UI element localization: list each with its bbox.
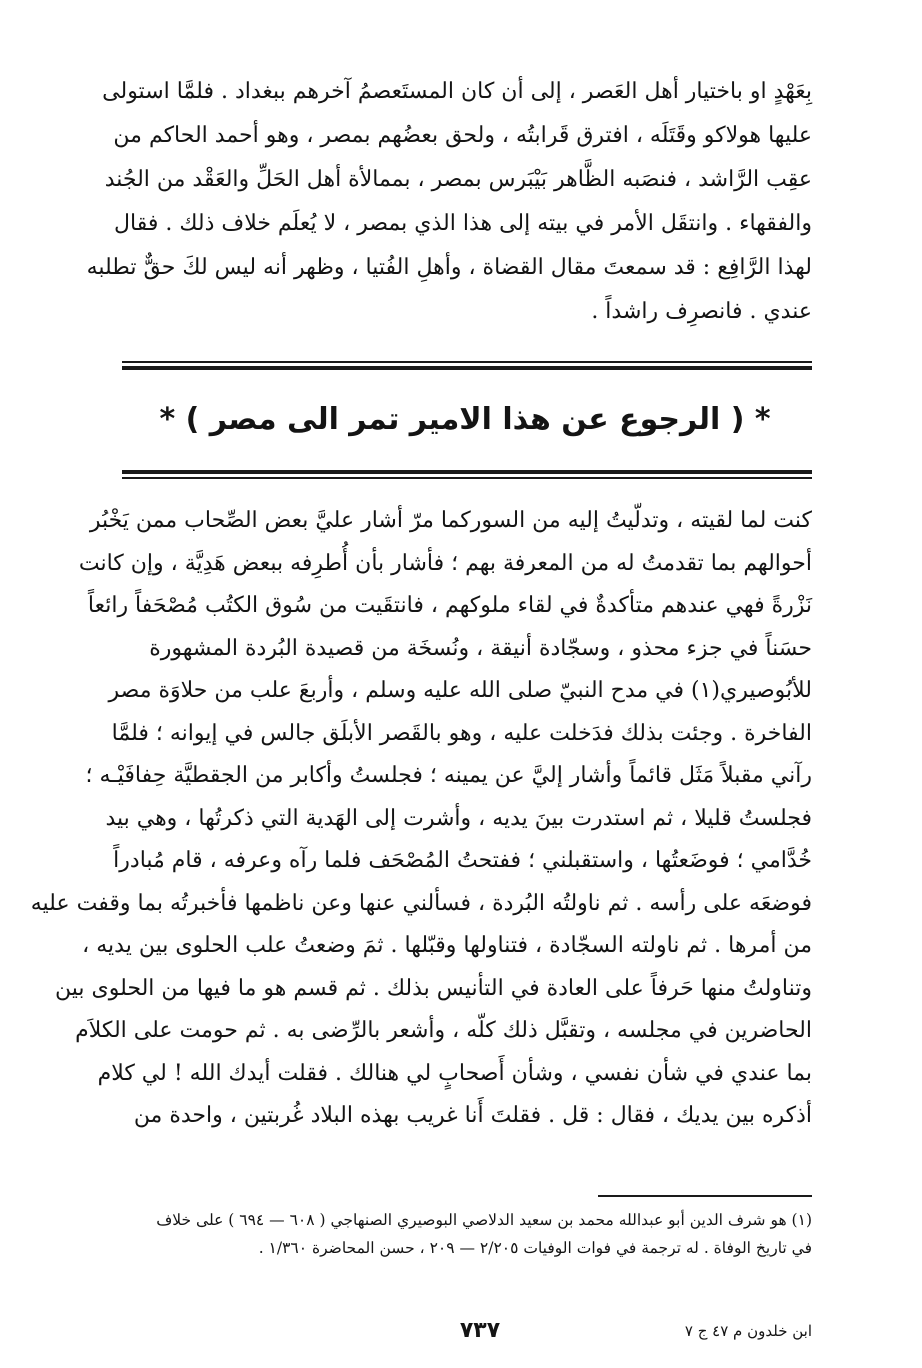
text-line: خُدَّامي ؛ فوضَعتُها ، واستقبلني ؛ ففتحتُ المُصْحَف فلما رآه وعرفه ، قام مُبادراً — [113, 848, 812, 873]
text-line: فجلستُ قليلا ، ثم استدرت بينَ يديه ، وأشرت إلى الهَدية التي ذكرتُها ، وهي بيد — [105, 805, 812, 831]
section-divider-top — [122, 361, 812, 370]
text-line: بما عندي في شأن نفسي ، وشأن أَصحابٍ لي هنالك . فقلت أيدك الله ! لي كلام — [97, 1060, 812, 1086]
text-line: للأبُوصيري(١) في مدح النبيّ صلى الله عليه وسلم ، وأربعَ علب من حلاوَة مصر — [108, 678, 812, 703]
text-line: الحاضرين في مجلسه ، وتقبَّل ذلك كلّه ، وأشعر بالرِّضى به . ثم حومت على الكلاَم — [75, 1018, 812, 1043]
text-line: لهذا الرَّافِع : قد سمعتَ مقال القضاة ، وأهلِ الفُتيا ، وظهر أنه ليس لكَ حقٌّ تطلبه — [86, 255, 812, 280]
text-line: أذكره بين يديك ، فقال : قل . فقلتَ أَنا غريب بهذه البلاد غُربتين ، واحدة من — [133, 1103, 812, 1128]
divider-thin-line — [122, 361, 812, 363]
text-line: بِعَهْدٍ او باختيار أهل العَصر ، إلى أن كان المستَعصمُ آخرهم ببغداد . فلمَّا استولى — [102, 79, 812, 104]
divider-thick-line — [122, 470, 812, 474]
body-paragraph — [30, 500, 812, 1138]
text-line: فوضعَه على رأسه . ثم ناولتُه البُردة ، فسألني عنها وعن ناظمها فأخبرتُه بما وقفت عليه — [30, 890, 812, 916]
footnote-line: في تاريخ الوفاة . له ترجمة في فوات الوفيات ٢/٢٠٥ — ٢٠٩ ، حسن المحاضرة ١/٣٦٠ . — [258, 1239, 812, 1257]
section-divider-bottom — [122, 470, 812, 479]
footnotes — [118, 1206, 812, 1262]
text-line: عقِب الرَّاشد ، فنصَبه الظَّاهر بَيْبَرس بمصر ، بممالأة أهل الحَلِّ والعَقْد من الجُند — [104, 167, 812, 192]
text-line: أحوالهم بما تقدمتُ له من المعرفة بهم ؛ فأشار بأن أُطرِفه ببعض هَدِيَّة ، وإن كانت — [78, 550, 812, 576]
section-heading: * ( الرجوع عن هذا الامير تمر الى مصر ) * — [159, 402, 771, 437]
footnote-line: (١) هو شرف الدين أبو عبدالله محمد بن سعيد الدلاصي البوصيري الصنهاجي ( ٦٠٨ — ٦٩٤ ) على خلاف — [156, 1211, 812, 1229]
text-line: والفقهاء . وانتقَل الأمر في بيته إلى هذا الذي بمصر ، لا يُعلَم خلاف ذلك . فقال — [114, 211, 812, 236]
text-line: نَزْرةً فهي عندهم متأكدةٌ في لقاء ملوكهم ، فانتقَيت من سُوق الكتُب مُصْحَفاً رائعاً — [87, 593, 812, 618]
text-line: الفاخرة . وجئت بذلك فدَخلت عليه ، وهو بالقَصر الأبلَق جالس في إيوانه ؛ فلمَّا — [111, 720, 812, 746]
printer-signature: ابن خلدون م ٤٧ ج ٧ — [684, 1322, 812, 1340]
intro-paragraph — [86, 70, 812, 334]
page-number: ٧٣٧ — [459, 1318, 501, 1343]
text-line: كنت لما لقيته ، وتدلّيتُ إليه من السوركما مرّ أشار عليَّ بعض الصِّحاب ممن يَخْبُر — [89, 508, 812, 533]
footnote-divider — [598, 1195, 812, 1197]
text-line: رآني مقبلاً مَثَل قائماً وأشار إليَّ عن يمينه ؛ فجلستُ وأكابر من الجقطيَّة حِفافَيْـه ؛ — [85, 763, 812, 788]
text-line: عندي . فانصرِف راشداً . — [591, 299, 812, 324]
text-line: من أمرها . ثم ناولته السجّادة ، فتناولها وقبّلها . ثمَ وضعتُ علب الحلوى بين يديه ، — [82, 933, 812, 958]
text-line: عليها هولاكو وقَتَلَه ، افترق قَرابتُه ، ولحق بعضُهم بمصر ، وهو أحمد الحاكم من — [113, 123, 812, 148]
text-line: وتناولتُ منها حَرفاً على العادة في التأنيس بذلك . ثم قسم هو ما فيها من الحلوى بين — [55, 975, 812, 1001]
divider-thin-line — [122, 477, 812, 479]
text-line: حسَناً في جزء محذو ، وسجّادة أنيقة ، ونُسخَة من قصيدة البُردة المشهورة — [149, 635, 812, 661]
divider-thick-line — [122, 366, 812, 370]
